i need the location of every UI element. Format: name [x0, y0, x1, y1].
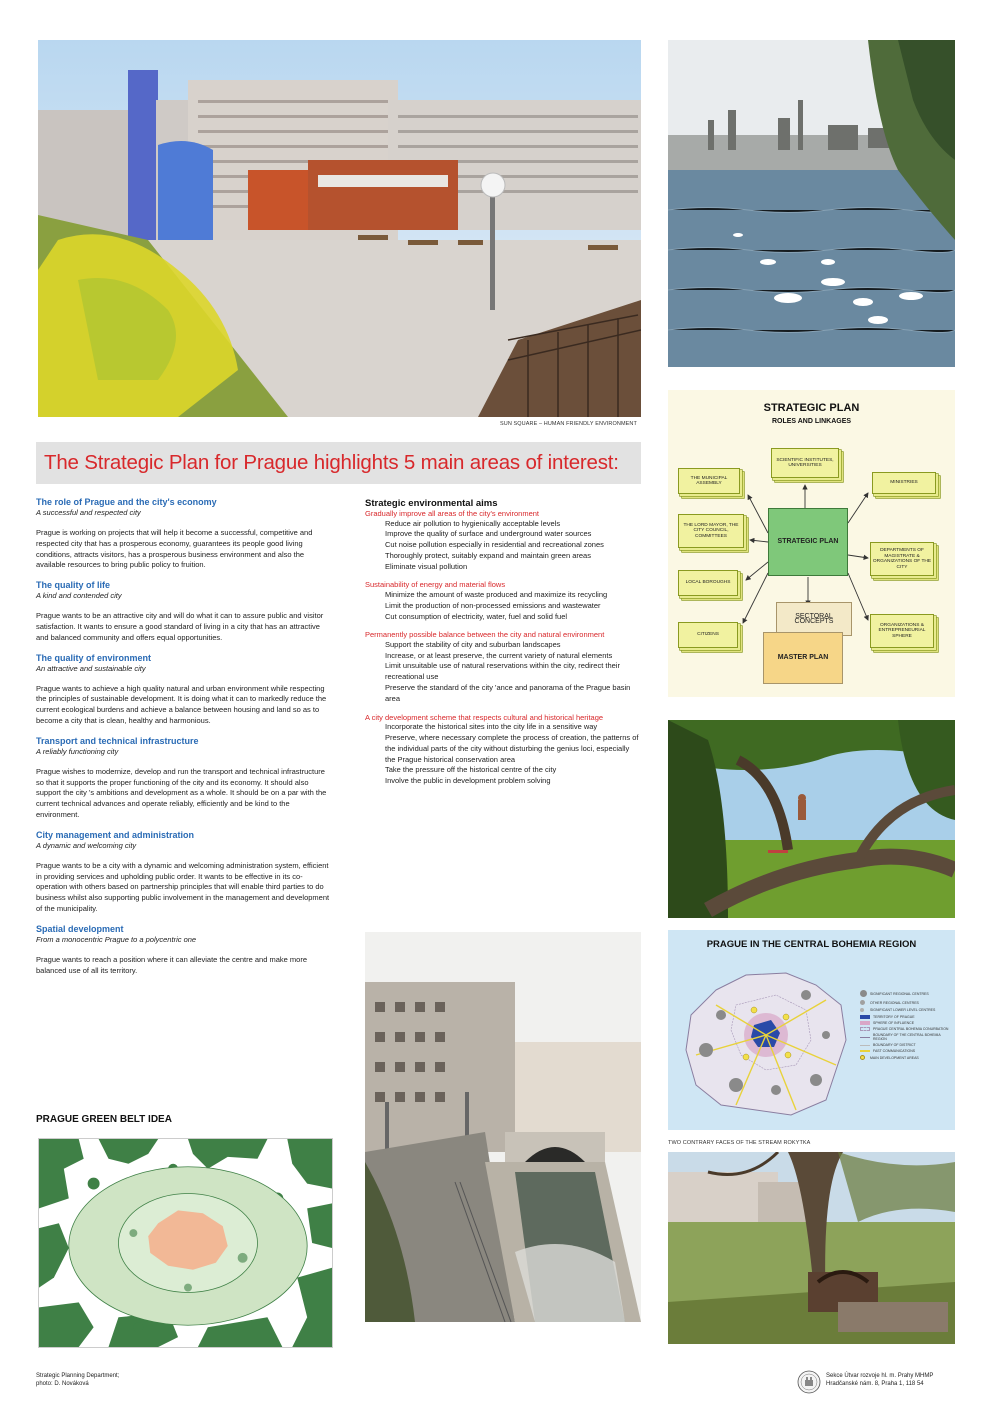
- bullet-icon: [365, 661, 385, 683]
- legend-swatch-icon: [860, 1045, 870, 1046]
- rokytka-caption: TWO CONTRARY FACES OF THE STREAM ROKYTKA: [668, 1140, 811, 1146]
- legend-item: [860, 1027, 952, 1031]
- legend-label: SIGNIFICANT REGIONAL CENTRES: [870, 991, 929, 996]
- area-spatial: [36, 924, 332, 977]
- aim-text: Minimize the amount of waste produced and maximize its recycling: [385, 589, 608, 599]
- area-text: Prague wants to reach a position where it can alleviate the centre and make more balanced use of all its territory.: [36, 954, 307, 975]
- bullet-icon: [365, 519, 385, 530]
- aim-heading: Sustainability of energy and material flows: [365, 580, 506, 590]
- diagram-box-assembly: THE MUNICIPAL ASSEMBLY: [678, 468, 740, 494]
- legend-item: [860, 1008, 952, 1012]
- aim-item: [365, 562, 641, 573]
- legend-swatch-icon: [860, 1015, 870, 1019]
- aim-text: Increase, or at least preserve, the current variety of natural elements: [385, 650, 613, 660]
- bullet-icon: [365, 776, 385, 787]
- aim-text: Limit unsuitable use of natural reservations within the city, redirect their recreational use: [385, 661, 620, 682]
- area-text: Prague wishes to modernize, develop and run the transport and technical infrastructure so that it supports the proper functioning of the city and its economy. It should also support the city 's ambitions and development as a whole. It should be on a par with the current technical advances and operate reliably, efficiently and be kind to the environment.: [36, 766, 327, 819]
- environmental-aims: [365, 498, 641, 795]
- legend-swatch-icon: [860, 1027, 870, 1031]
- areas-of-interest: [36, 497, 332, 985]
- prague-seal-icon: [797, 1370, 821, 1394]
- aim-text: Support the stability of city and suburban landscapes: [385, 639, 561, 649]
- aim-item: [365, 612, 641, 623]
- legend-label: SIGNIFICANT LOWER LEVEL CENTRES: [870, 1008, 936, 1012]
- area-management: [36, 830, 332, 915]
- area-title: City management and administration: [36, 829, 195, 840]
- aim-item: [365, 640, 641, 651]
- aim-item: [365, 776, 641, 787]
- area-subtitle: A dynamic and welcoming city: [36, 840, 137, 850]
- area-title: Spatial development: [36, 923, 124, 934]
- bullet-icon: [365, 733, 385, 765]
- park-tree-photo: [668, 720, 955, 918]
- sun-square-caption: SUN SQUARE – HUMAN FRIENDLY ENVIRONMENT: [500, 421, 637, 427]
- area-subtitle: An attractive and sustainable city: [36, 663, 146, 673]
- aim-text: Cut consumption of electricity, water, fuel and solid fuel: [385, 611, 568, 621]
- rokytka-stream-photo: [365, 932, 641, 1322]
- aim-item: [365, 765, 641, 776]
- region-map-graphic: [676, 955, 856, 1125]
- diagram-box-scientific: SCIENTIFIC INSTITUTES, UNIVERSITIES: [771, 448, 839, 478]
- aim-item: [365, 590, 641, 601]
- aim-text: Eliminate visual pollution: [385, 561, 468, 571]
- aim-text: Cut noise pollution especially in residential and recreational zones: [385, 540, 604, 550]
- legend-label: FAST COMMUNICATIONS: [873, 1049, 916, 1053]
- aim-text: Thoroughly protect, suitably expand and maintain green areas: [385, 550, 591, 560]
- river-swans-photo: [668, 40, 955, 367]
- area-subtitle: A reliably functioning city: [36, 746, 119, 756]
- diagram-box-sectoral: SECTORAL CONCEPTS: [776, 602, 852, 636]
- aim-item: [365, 601, 641, 612]
- aim-group-environment: [365, 509, 641, 572]
- aim-heading: Gradually improve all areas of the city's environment: [365, 509, 540, 518]
- footer-credits: [36, 1372, 119, 1388]
- aim-item: [365, 540, 641, 551]
- aim-item: [365, 551, 641, 562]
- aim-text: Take the pressure off the historical centre of the city: [385, 765, 557, 775]
- legend-item: [860, 1055, 952, 1060]
- legend-item: [860, 990, 952, 997]
- legend-swatch-icon: [860, 1000, 865, 1005]
- aim-text: Preserve, where necessary complete the process of creation, the patterns of the individual parts of the city without disturbing the genius loci, especially the Prague historical conservation area: [385, 732, 639, 764]
- bullet-icon: [365, 651, 385, 662]
- legend-swatch-icon: [860, 1037, 870, 1038]
- legend-label: BOUNDARY OF THE CENTRAL BOHEMIA REGION: [873, 1033, 941, 1041]
- legend-item: [860, 1043, 952, 1047]
- legend-label: SPHERE OF INFLUENCE: [873, 1021, 915, 1025]
- footer-street: Hradčanské nám. 8, Praha 1, 118 54: [826, 1381, 924, 1387]
- bullet-icon: [365, 562, 385, 573]
- legend-swatch-icon: [860, 990, 867, 997]
- legend-label: MAIN DEVELOPMENT AREAS: [870, 1055, 919, 1060]
- area-text: Prague wants to be a city with a dynamic and welcoming administration system, efficient in providing services and upholding public order. It wants to be effective in its co-operation with others based on partnership principles that will enable third parties to do business whilst also supporting public involvement in the management and development of the municipality.: [36, 860, 330, 913]
- bullet-icon: [365, 540, 385, 551]
- aim-text: Preserve the standard of the city 'ance and panorama of the Prague basin area: [385, 683, 631, 703]
- bullet-icon: [365, 529, 385, 540]
- aim-heading: Permanently possible balance between the city and natural environment: [365, 630, 605, 640]
- banner-title: The Strategic Plan for Prague highlights 5 main areas of interest:: [44, 451, 619, 474]
- diagram-title: STRATEGIC PLAN: [763, 402, 860, 414]
- area-text: Prague wants to be an attractive city and will do what it can to assure public and visitor satisfaction. It wants to ensure a good standard of living in a city that has an attractive and balanced community and offers equal opportunities.: [36, 611, 324, 642]
- area-text: Prague wants to achieve a high quality natural and urban environment while respecting the principles of sustainable development. It is doing what it can to markedly reduce the current ecological burdens and achieve a balance between housing and land so as to become a city that is clean, healthy and harmonious.: [36, 683, 327, 725]
- bullet-icon: [365, 683, 385, 705]
- diagram-box-mayor: THE LORD MAYOR, THE CITY COUNCIL, COMMITTEES: [678, 514, 744, 548]
- diagram-box-boroughs: LOCAL BOROUGHS: [678, 570, 738, 596]
- aim-text: Incorporate the historical sites into the city life in a sensitive way: [385, 722, 598, 732]
- area-economy: [36, 497, 332, 571]
- diagram-box-strategic-plan: STRATEGIC PLAN: [768, 508, 848, 576]
- map-legend: [860, 990, 952, 1060]
- aim-text: Reduce air pollution to hygienically acceptable levels: [385, 518, 561, 528]
- diagram-box-organizations: ORGANIZATIONS & ENTREPRENEURIAL SPHERE: [870, 614, 934, 648]
- bullet-icon: [365, 612, 385, 623]
- aim-item: [365, 733, 641, 765]
- area-subtitle: A kind and contended city: [36, 591, 122, 601]
- area-quality-of-life: [36, 580, 332, 643]
- main-banner: [36, 442, 641, 484]
- aim-heading: A city development scheme that respects cultural and historical heritage: [365, 712, 604, 722]
- legend-swatch-icon: [860, 1021, 870, 1025]
- legend-item: [860, 1033, 952, 1041]
- bullet-icon: [365, 765, 385, 776]
- area-title: The quality of life: [36, 580, 111, 591]
- diagram-box-ministries: MINISTRIES: [872, 472, 936, 494]
- legend-swatch-icon: [860, 1055, 865, 1060]
- aim-text: Improve the quality of surface and underground water sources: [385, 529, 592, 539]
- diagram-box-master-plan: MASTER PLAN: [763, 632, 843, 684]
- footer-office: Sekce Útvar rozvoje hl. m. Prahy MHMP: [826, 1373, 934, 1379]
- greenbelt-title: PRAGUE GREEN BELT IDEA: [36, 1114, 172, 1125]
- legend-label: TERRITORY OF PRAGUE: [873, 1015, 915, 1019]
- bullet-icon: [365, 640, 385, 651]
- map-title: PRAGUE IN THE CENTRAL BOHEMIA REGION: [706, 939, 917, 950]
- aim-group-energy: [365, 580, 641, 622]
- area-text: Prague is working on projects that will help it become a successful, competitive and respected city that has a prosperous economy, guarantees its people good living conditions, attracts visitors, has a prosperous business environment and also the available resources to bring public policy to fruition.: [36, 528, 313, 570]
- legend-label: OTHER REGIONAL CENTRES: [870, 1000, 919, 1005]
- aim-text: Limit the production of non-processed emissions and wastewater: [385, 600, 601, 610]
- bullet-icon: [365, 551, 385, 562]
- aims-title: Strategic environmental aims: [365, 498, 498, 509]
- diagram-subtitle: ROLES AND LINKAGES: [771, 418, 852, 425]
- aim-item: [365, 661, 641, 683]
- aim-text: Involve the public in development problem solving: [385, 776, 551, 786]
- rokytka-park-photo: [668, 1152, 955, 1344]
- area-title: The role of Prague and the city's economy: [36, 497, 217, 507]
- bullet-icon: [365, 601, 385, 612]
- aim-item: [365, 651, 641, 662]
- sun-square-photo: [38, 40, 641, 417]
- legend-item: [860, 1015, 952, 1019]
- aim-group-balance: [365, 630, 641, 704]
- legend-label: BOUNDARY OF DISTRICT: [873, 1043, 916, 1047]
- greenbelt-map: [38, 1138, 333, 1348]
- area-subtitle: A successful and respected city: [36, 508, 141, 517]
- footer-address: [826, 1372, 933, 1388]
- legend-item: [860, 1049, 952, 1053]
- diagram-box-citizens: CITIZENS: [678, 622, 738, 648]
- aim-item: [365, 683, 641, 705]
- central-bohemia-map: [668, 930, 955, 1130]
- legend-label: PRAGUE CENTRAL BOHEMIA CONURBATION: [873, 1027, 949, 1031]
- legend-item: [860, 1021, 952, 1025]
- aim-item: [365, 529, 641, 540]
- aim-group-heritage: [365, 713, 641, 787]
- legend-swatch-icon: [860, 1050, 870, 1052]
- legend-swatch-icon: [860, 1008, 864, 1012]
- legend-item: [860, 1000, 952, 1005]
- area-transport: [36, 736, 332, 821]
- bullet-icon: [365, 722, 385, 733]
- footer-photo-credit: photo: D. Nováková: [36, 1381, 89, 1387]
- area-subtitle: From a monocentric Prague to a polycentric one: [36, 934, 197, 944]
- strategic-plan-diagram: [668, 390, 955, 697]
- footer-department: Strategic Planning Department;: [36, 1373, 120, 1379]
- diagram-box-departments: DEPARTMENTS OF MAGISTRATE & ORGANIZATIONS OF THE CITY: [870, 542, 934, 576]
- aim-item: [365, 722, 641, 733]
- area-title: Transport and technical infrastructure: [36, 735, 199, 746]
- aim-item: [365, 519, 641, 530]
- area-environment: [36, 653, 332, 727]
- bullet-icon: [365, 590, 385, 601]
- area-title: The quality of environment: [36, 652, 152, 663]
